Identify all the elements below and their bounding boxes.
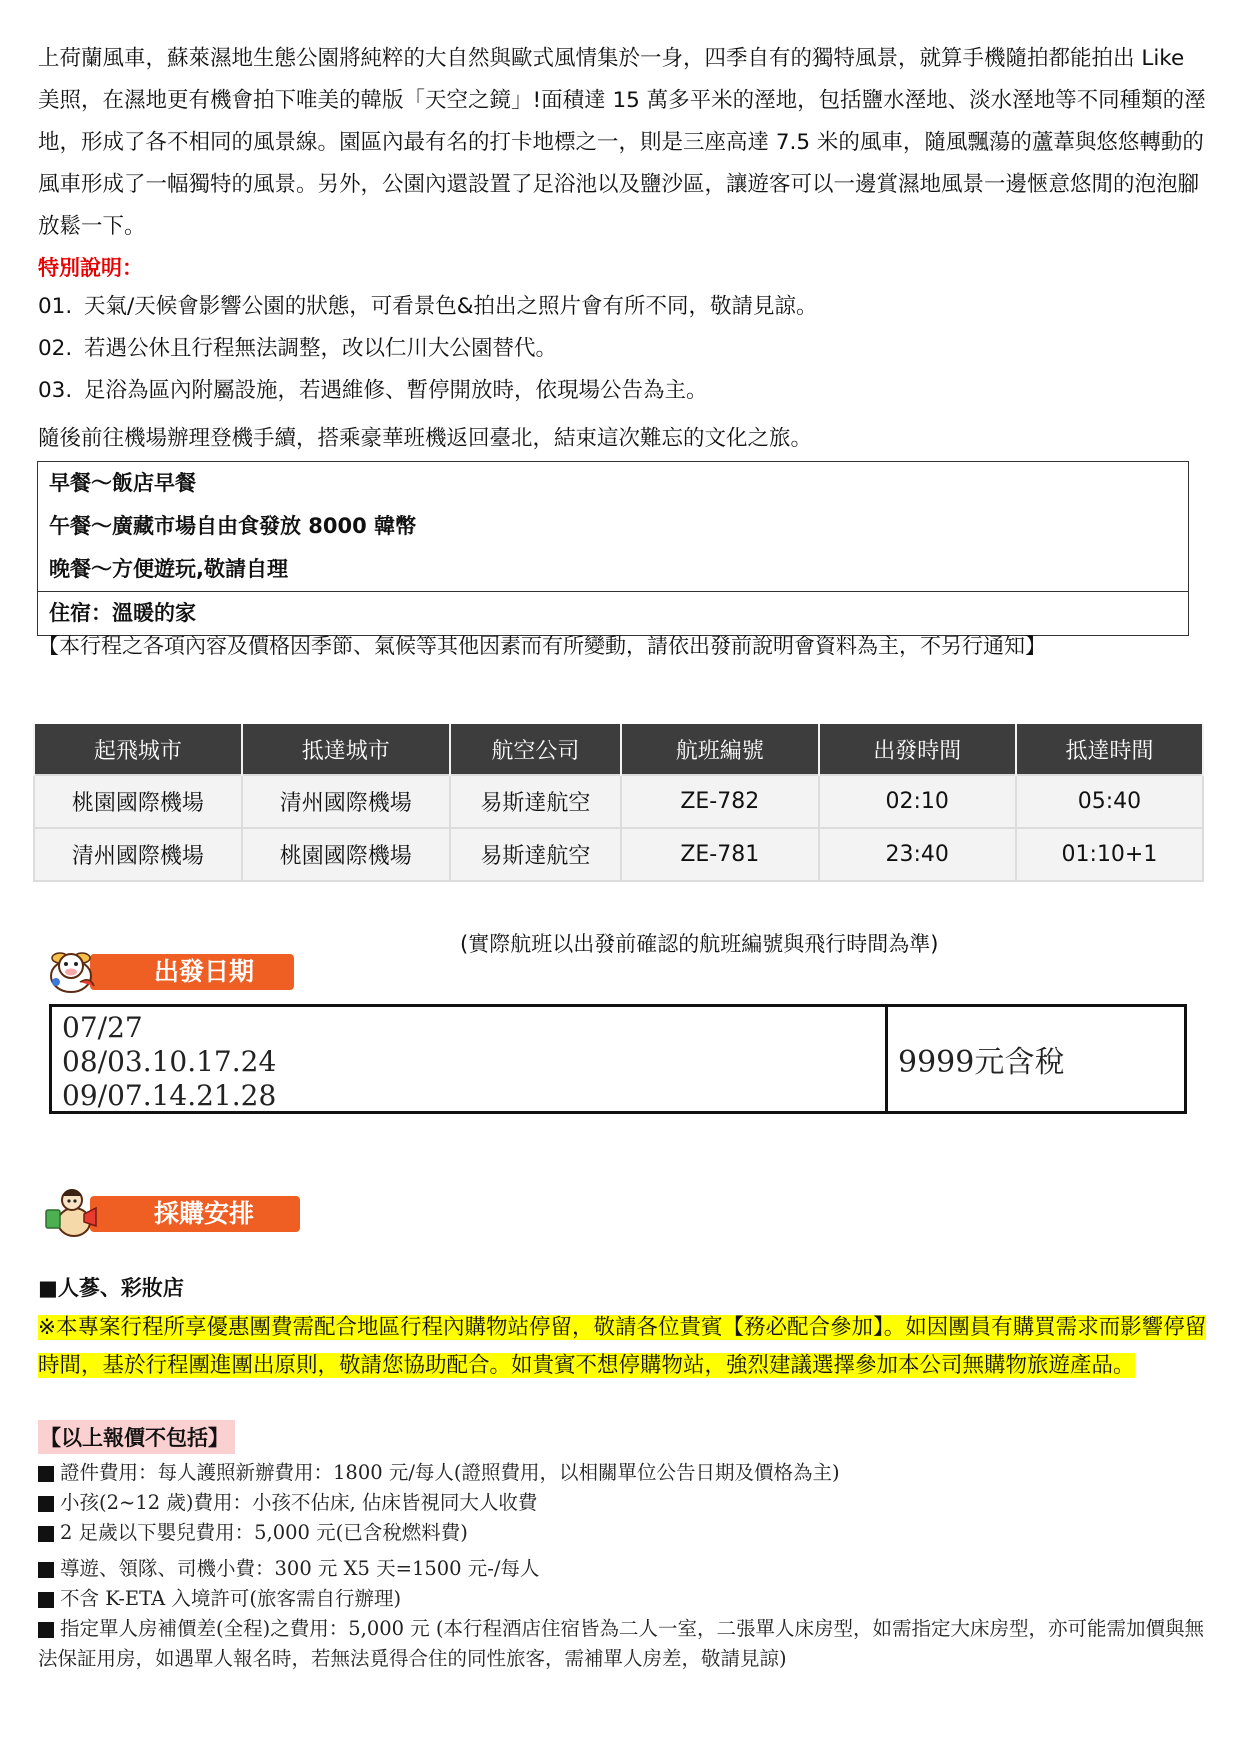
header-depart-time: 出發時間 — [819, 724, 1016, 775]
shopping-badge — [40, 1192, 280, 1232]
fee-item: 2 足歲以下嬰兒費用：5,000 元(已含稅燃料費) — [38, 1518, 1208, 1548]
cell: 易斯達航空 — [450, 828, 621, 881]
flight-note: (實際航班以出發前確認的航班編號與飛行時間為準) — [460, 932, 939, 956]
flight-table — [33, 724, 1204, 882]
departure-badge — [40, 950, 280, 990]
fee-item: 證件費用：每人護照新辦費用：1800 元/每人(證照費用，以相關單位公告日期及價格為主) — [38, 1458, 1208, 1488]
shopping-heading: ■人蔘、彩妝店 — [38, 1276, 184, 1300]
meals-box — [37, 461, 1189, 636]
bullet-square-icon — [38, 1622, 54, 1638]
excluded-title: 【以上報價不包括】 — [38, 1420, 235, 1454]
disclaimer: 【本行程之各項內容及價格因季節、氣候等其他因素而有所變動，請依出發前說明會資料為主，不另行通知】 — [38, 634, 1046, 658]
cell: ZE-781 — [621, 828, 818, 881]
bullet-square-icon — [38, 1592, 54, 1608]
date-line: 08/03.10.17.24 — [62, 1045, 277, 1078]
note-item: 03. 足浴為區內附屬設施，若遇維修、暫停開放時，依現場公告為主。 — [38, 378, 708, 403]
header-flight-no: 航班編號 — [621, 724, 818, 775]
bullet-square-icon — [38, 1496, 54, 1512]
cell: ZE-782 — [621, 775, 818, 828]
departure-dates-table — [49, 1004, 1187, 1114]
cell: 01:10+1 — [1016, 828, 1203, 881]
bullet-square-icon — [38, 1466, 54, 1482]
table-row — [34, 828, 1203, 881]
intro-paragraph: 上荷蘭風車，蘇萊濕地生態公園將純粹的大自然與歐式風情集於一身，四季自有的獨特風景，就算手機隨拍都能拍出 Like 美照，在濕地更有機會拍下唯美的韓版「天空之鏡」!面積達 15 萬多平米的溼地，包括鹽水溼地、淡水溼地等不同種類的溼地，形成了各不相同的風景線。園區內最有名的打卡地標之一，則是三座高達 7.5 米的風車，隨風飄蕩的蘆葦與悠悠轉動的風車形成了一幅獨特的風景。另外，公園內還設置了足浴池以及鹽沙區，讓遊客可以一邊賞濕地風景一邊愜意悠閒的泡泡腳放鬆一下。 — [38, 46, 1206, 239]
date-line: 09/07.14.21.28 — [62, 1079, 277, 1112]
header-airline: 航空公司 — [450, 724, 621, 775]
note-item: 01. 天氣/天候會影響公園的狀態，可看景色&拍出之照片會有所不同，敬請見諒。 — [38, 294, 818, 319]
cell: 桃園國際機場 — [34, 775, 242, 828]
cell: 易斯達航空 — [450, 775, 621, 828]
table-row — [34, 775, 1203, 828]
note-item: 02. 若遇公休且行程無法調整，改以仁川大公園替代。 — [38, 336, 558, 361]
hotel-row: 住宿：溫暖的家 — [38, 591, 1188, 635]
excluded-fees-list — [38, 1458, 1208, 1674]
shopper-mascot-icon — [40, 1184, 102, 1240]
cell: 02:10 — [819, 775, 1016, 828]
fee-item: 小孩(2~12 歲)費用：小孩不佔床, 佔床皆視同大人收費 — [38, 1488, 1208, 1518]
date-line: 07/27 — [62, 1011, 143, 1044]
header-destination: 抵達城市 — [242, 724, 450, 775]
fee-item: 不含 K-ETA 入境許可(旅客需自行辦理) — [38, 1584, 1208, 1614]
cow-mascot-icon — [40, 942, 102, 998]
shopping-notice: ※本專案行程所享優惠團費需配合地區行程內購物站停留，敬請各位貴賓【務必配合參加】。如因團員有購買需求而影響停留時間，基於行程團進團出原則，敬請您協助配合。如貴賓不想停購物站，強烈建議選擇參加本公司無購物旅遊產品。 — [38, 1315, 1207, 1378]
lunch-row: 午餐～廣藏市場自由食發放 8000 韓幣 — [49, 514, 417, 538]
flight-header-row — [34, 724, 1203, 775]
cell: 清州國際機場 — [242, 775, 450, 828]
fee-item: 指定單人房補價差(全程)之費用：5,000 元 (本行程酒店住宿皆為二人一室，二張單人床房型，如需指定大床房型，亦可能需加價與無法保証用房，如遇單人報名時，若無法覓得合住的同性旅客，需補單人房差，敬請見諒) — [38, 1617, 1205, 1670]
cell: 清州國際機場 — [34, 828, 242, 881]
price-cell: 9999元含稅 — [898, 1045, 1065, 1080]
fee-item: 導遊、領隊、司機小費：300 元 X5 天=1500 元-/每人 — [38, 1554, 1208, 1584]
header-arrive-time: 抵達時間 — [1016, 724, 1203, 775]
shopping-badge-label: 採購安排 — [90, 1196, 300, 1232]
cell: 23:40 — [819, 828, 1016, 881]
cell: 05:40 — [1016, 775, 1203, 828]
return-trip-text: 隨後前往機場辦理登機手續，搭乘豪華班機返回臺北，結束這次難忘的文化之旅。 — [38, 426, 813, 451]
special-notes-title: 特別說明： — [38, 256, 143, 280]
breakfast-row: 早餐～飯店早餐 — [49, 471, 196, 495]
header-origin: 起飛城市 — [34, 724, 242, 775]
bullet-square-icon — [38, 1526, 54, 1542]
special-notes-list — [38, 286, 818, 412]
bullet-square-icon — [38, 1562, 54, 1578]
dinner-row: 晚餐～方便遊玩,敬請自理 — [49, 557, 288, 581]
dates-column — [52, 1007, 888, 1111]
departure-badge-label: 出發日期 — [90, 954, 294, 990]
cell: 桃園國際機場 — [242, 828, 450, 881]
